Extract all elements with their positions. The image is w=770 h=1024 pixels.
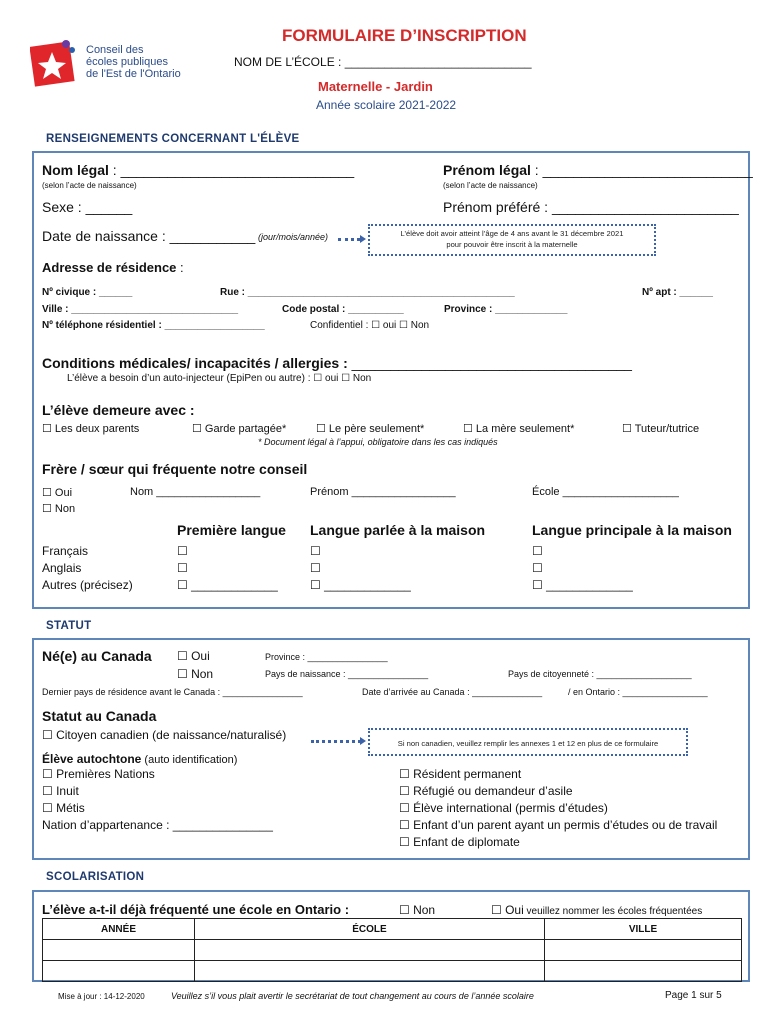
address-title: Adresse de résidence xyxy=(42,260,177,275)
lives-option[interactable]: ☐ Le père seulement* xyxy=(316,423,425,435)
epipen-field[interactable]: L’élève a besoin d’un auto-injecteur (EpiPen ou autre) : ☐ oui ☐ Non xyxy=(67,373,372,384)
table-cell[interactable] xyxy=(195,961,545,982)
sibling-no[interactable]: ☐ Non xyxy=(42,503,76,515)
lives-with-title: L’élève demeure avec : xyxy=(42,402,195,418)
logo xyxy=(30,38,78,88)
lang-checkbox[interactable]: ☐ xyxy=(532,544,543,558)
indigenous-heading xyxy=(42,752,237,766)
apt-field[interactable]: Nº apt : ______ xyxy=(642,287,713,298)
sex-field[interactable]: Sexe : ______ xyxy=(42,199,133,215)
indigenous-note: (auto identification) xyxy=(141,754,238,766)
lang-header: Langue principale à la maison xyxy=(532,522,732,538)
last-country-field[interactable]: Dernier pays de résidence avant le Canada : ________________ xyxy=(42,687,303,697)
status-note-box xyxy=(368,728,688,756)
lives-option[interactable]: ☐ La mère seulement* xyxy=(463,423,575,435)
legal-firstname-field[interactable] xyxy=(443,162,753,178)
section-title-status: STATUT xyxy=(46,620,92,632)
schooling-question: L’élève a-t-il déjà fréquenté une école en Ontario : xyxy=(42,902,350,917)
born-canada-label: Né(e) au Canada xyxy=(42,648,152,664)
citizen-checkbox[interactable]: ☐ Citoyen canadien (de naissance/naturalisé) xyxy=(42,728,287,742)
schooling-no[interactable]: ☐ Non xyxy=(399,903,436,917)
footer-notice: Veuillez s’il vous plait avertir le secrétariat de tout changement au cours de l’année scolaire xyxy=(171,991,534,1001)
status-option[interactable]: ☐ Élève international (permis d’études) xyxy=(399,801,608,815)
province-field[interactable]: Province : _____________ xyxy=(444,304,568,315)
lang-row-label: Français xyxy=(42,544,89,558)
lang-header: Langue parlée à la maison xyxy=(310,522,486,538)
street-field[interactable]: Rue : ________________________________________________ xyxy=(220,287,515,298)
medical-field[interactable] xyxy=(42,355,632,371)
birth-country-field[interactable]: Pays de naissance : ________________ xyxy=(265,669,429,679)
table-cell[interactable] xyxy=(43,961,195,982)
phone-field[interactable]: Nº téléphone résidentiel : __________________ xyxy=(42,320,265,331)
age-note-line: pour pouvoir être inscrit à la maternelle xyxy=(446,240,578,249)
preferred-name-field[interactable]: Prénom préféré : ________________________ xyxy=(443,199,739,215)
legal-name-note: (selon l’acte de naissance) xyxy=(42,181,137,190)
table-cell[interactable] xyxy=(43,940,195,961)
logo-icon xyxy=(30,38,78,88)
citizenship-field[interactable]: Pays de citoyenneté : ___________________ xyxy=(508,669,692,679)
medical-line: ____________________________________ xyxy=(347,355,632,371)
lives-option[interactable]: ☐ Les deux parents xyxy=(42,423,140,435)
legal-firstname-note: (selon l’acte de naissance) xyxy=(443,181,538,190)
school-year: Année scolaire 2021-2022 xyxy=(316,98,457,112)
table-header: ÉCOLE xyxy=(195,919,545,940)
lang-other-field[interactable]: ☐ _____________ xyxy=(177,578,278,592)
table-cell[interactable] xyxy=(545,940,742,961)
logo-line: écoles publiques xyxy=(86,56,168,68)
status-note-text: Si non canadien, veuillez remplir les annexes 1 et 12 en plus de ce formulaire xyxy=(397,739,659,748)
status-option[interactable]: ☐ Réfugié ou demandeur d’asile xyxy=(399,784,573,798)
ontario-arrival-field[interactable]: / en Ontario : _________________ xyxy=(568,687,708,697)
logo-text xyxy=(86,44,181,80)
confidential-field[interactable]: Confidentiel : ☐ oui ☐ Non xyxy=(310,320,430,331)
logo-line: de l'Est de l'Ontario xyxy=(86,68,181,80)
city-field[interactable]: Ville : ______________________________ xyxy=(42,304,239,315)
sibling-name-field[interactable]: Nom _________________ xyxy=(130,486,261,498)
update-date: Mise à jour : 14-12-2020 xyxy=(58,992,145,1001)
grade-label: Maternelle - Jardin xyxy=(318,79,433,94)
arrival-date-field[interactable]: Date d’arrivée au Canada : ______________ xyxy=(362,687,543,697)
schooling-yes-label: ☐ Oui xyxy=(491,903,524,917)
indigenous-label: Élève autochtone xyxy=(42,752,142,766)
indigenous-option[interactable]: ☐ Inuit xyxy=(42,784,79,798)
lang-other-field[interactable]: ☐ _____________ xyxy=(532,578,633,592)
status-title: Statut au Canada xyxy=(42,708,157,724)
lang-row-label: Anglais xyxy=(42,561,82,575)
lang-row-label: Autres (précisez) xyxy=(42,578,133,592)
dob-field[interactable]: Date de naissance : ___________ xyxy=(42,228,256,244)
nation-field[interactable]: Nation d’appartenance : _______________ xyxy=(42,818,273,832)
indigenous-option[interactable]: ☐ Métis xyxy=(42,801,85,815)
legal-name-label: Nom légal xyxy=(42,162,109,178)
status-note-connector xyxy=(311,740,361,743)
lang-checkbox[interactable]: ☐ xyxy=(177,544,188,558)
age-note-box xyxy=(368,224,656,256)
legal-firstname-line: : ___________________________ xyxy=(530,162,753,178)
lang-checkbox[interactable]: ☐ xyxy=(310,561,321,575)
school-name-field[interactable]: NOM DE L’ÉCOLE : ____________________________ xyxy=(234,55,532,69)
page-number: Page 1 sur 5 xyxy=(665,990,722,1001)
legal-doc-note: * Document légal à l’appui, obligatoire dans les cas indiqués xyxy=(258,437,498,447)
table-row xyxy=(43,940,742,961)
schooling-table xyxy=(42,918,742,982)
table-header: ANNÉE xyxy=(43,919,195,940)
lang-checkbox[interactable]: ☐ xyxy=(310,544,321,558)
sibling-title: Frère / sœur qui fréquente notre conseil xyxy=(42,461,308,477)
indigenous-option[interactable]: ☐ Premières Nations xyxy=(42,767,155,781)
address-colon: : xyxy=(176,260,184,275)
age-note-connector xyxy=(338,238,360,241)
status-option[interactable]: ☐ Résident permanent xyxy=(399,767,522,781)
logo-line: Conseil des xyxy=(86,44,144,56)
status-note-arrow xyxy=(360,737,366,745)
address-heading xyxy=(42,260,184,275)
age-note-line: L’élève doit avoir atteint l’âge de 4 ans avant le 31 décembre 2021 xyxy=(400,229,624,238)
legal-name-field[interactable] xyxy=(42,162,354,178)
lang-checkbox[interactable]: ☐ xyxy=(532,561,543,575)
lang-header: Première langue xyxy=(177,522,286,538)
schooling-yes-note: veuillez nommer les écoles fréquentées xyxy=(523,906,703,917)
sibling-yes[interactable]: ☐ Oui xyxy=(42,487,73,499)
status-option[interactable]: ☐ Enfant d’un parent ayant un permis d’études ou de travail xyxy=(399,818,718,832)
section-title-student: RENSEIGNEMENTS CONCERNANT L'ÉLÈVE xyxy=(46,133,300,145)
table-header: VILLE xyxy=(545,919,742,940)
page-title: FORMULAIRE D’INSCRIPTION xyxy=(282,26,527,45)
born-province-field[interactable]: Province : ________________ xyxy=(265,652,388,662)
dob-format: (jour/mois/année) xyxy=(258,232,329,242)
table-row xyxy=(43,961,742,982)
table-cell[interactable] xyxy=(195,940,545,961)
medical-label: Conditions médicales/ incapacités / allergies : xyxy=(42,355,348,371)
lives-option[interactable]: ☐ Garde partagée* xyxy=(192,423,287,435)
sibling-school-field[interactable]: École ___________________ xyxy=(532,486,679,498)
lives-option[interactable]: ☐ Tuteur/tutrice xyxy=(622,423,700,435)
postal-field[interactable]: Code postal : __________ xyxy=(282,304,404,315)
lang-other-field[interactable]: ☐ _____________ xyxy=(310,578,411,592)
born-canada-no[interactable]: ☐ Non xyxy=(177,667,214,681)
sibling-firstname-field[interactable]: Prénom _________________ xyxy=(310,486,456,498)
legal-firstname-label: Prénom légal xyxy=(443,162,531,178)
section-title-schooling: SCOLARISATION xyxy=(46,871,145,883)
lang-checkbox[interactable]: ☐ xyxy=(177,561,188,575)
born-canada-yes[interactable]: ☐ Oui xyxy=(177,649,210,663)
table-header-row xyxy=(43,919,742,940)
schooling-yes[interactable] xyxy=(491,903,702,917)
civic-field[interactable]: Nº civique : ______ xyxy=(42,287,133,298)
legal-name-line: : ______________________________ xyxy=(108,162,355,178)
status-option[interactable]: ☐ Enfant de diplomate xyxy=(399,835,520,849)
table-cell[interactable] xyxy=(545,961,742,982)
age-note-arrow xyxy=(360,235,366,243)
